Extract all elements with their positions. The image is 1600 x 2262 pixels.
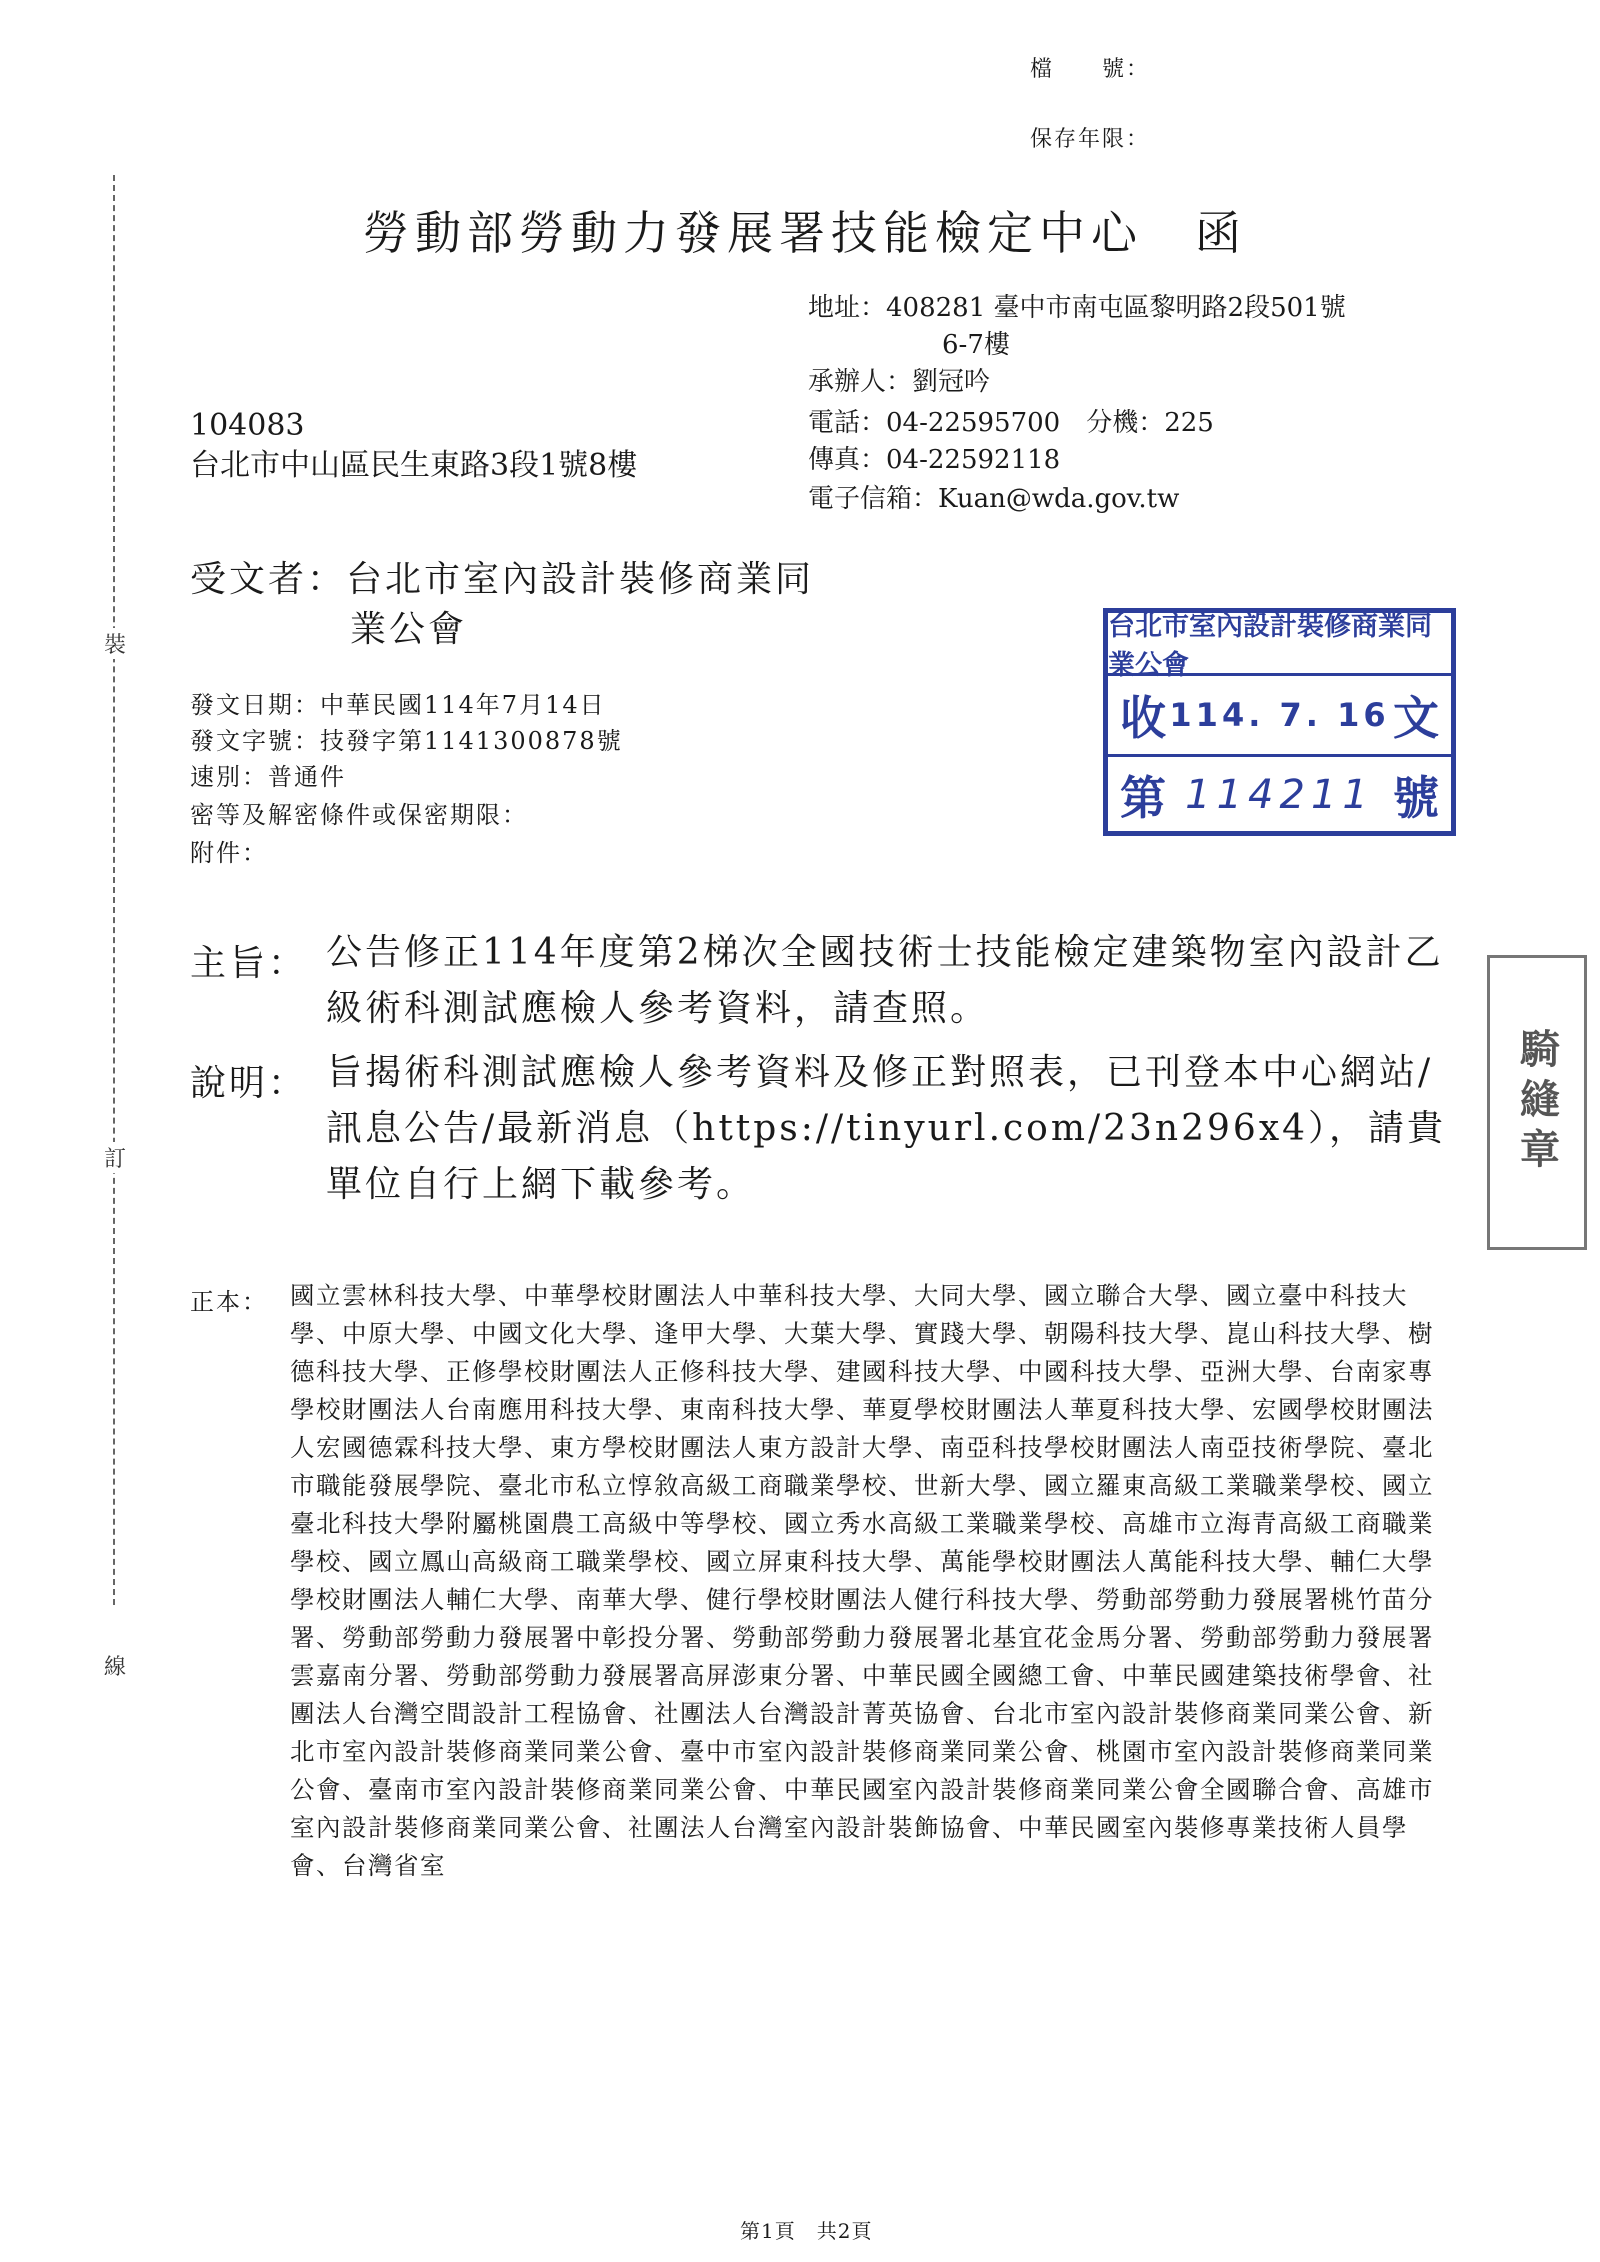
recipient-postcode: 104083: [190, 408, 305, 443]
recipient-name-2: 業公會: [350, 609, 468, 650]
recipient-street: 台北市中山區民生東路3段1號8樓: [190, 448, 638, 483]
sender-address: [808, 290, 1346, 327]
attachment: 附件：: [190, 839, 268, 867]
officer: 承辦人：劉冠吟: [808, 367, 991, 397]
explanation-text: 旨揭術科測試應檢人參考資料及修正對照表，已刊登本中心網站/訊息公告/最新消息（https://tinyurl.com/23n296x4），請貴單位自行上網下載參考。: [326, 1052, 1447, 1205]
explanation-label: 說明：: [190, 1063, 308, 1104]
phone: 電話：04-22595700 分機：225: [808, 408, 1214, 438]
seal-text: 騎縫章: [1513, 1027, 1560, 1178]
binding-line: [113, 175, 115, 1605]
document-number: 發文字號：技發字第1141300878號: [190, 727, 623, 755]
email[interactable]: 電子信箱：Kuan@wda.gov.tw: [808, 484, 1180, 514]
binding-char-zhuang: 裝: [102, 628, 128, 659]
recipient-label: 受文者：: [190, 559, 347, 600]
stamp-header: 台北市室內設計裝修商業同業公會: [1108, 613, 1451, 676]
copies-text: 國立雲林科技大學、中華學校財團法人中華科技大學、大同大學、國立聯合大學、國立臺中科技大學、中原大學、中國文化大學、逢甲大學、大葉大學、實踐大學、朝陽科技大學、崑山科技大學、樹德科技大學、正修學校財團法人正修科技大學、建國科技大學、中國科技大學、亞洲大學、台南家專學校財團法人台南應用科技大學、東南科技大學、華夏學校財團法人華夏科技大學、宏國學校財團法人宏國德霖科技大學、東方學校財團法人東方設計大學、南亞科技學校財團法人南亞技術學院、臺北市職能發展學院、臺北市私立惇敘高級工商職業學校、世新大學、國立羅東高級工業職業學校、國立臺北科技大學附屬桃園農工高級中等學校、國立秀水高級工業職業學校、高雄市立海青高級工商職業學校、國立鳳山高級商工職業學校、國立屏東科技大學、萬能學校財團法人萬能科技大學、輔仁大學學校財團法人輔仁大學、南華大學、健行學校財團法人健行科技大學、勞動部勞動力發展署桃竹苗分署、勞動部勞動力發展署中彰投分署、勞動部勞動力發展署北基宜花金馬分署、勞動部勞動力發展署雲嘉南分署、勞動部勞動力發展署高屏澎東分署、中華民國全國總工會、中華民國建築技術學會、社團法人台灣空間設計工程協會、社團法人台灣設計菁英協會、台北市室內設計裝修商業同業公會、新北市室內設計裝修商業同業公會、臺中市室內設計裝修商業同業公會、桃園市室內設計裝修商業同業公會、臺南市室內設計裝修商業同業公會、中華民國室內設計裝修商業同業公會全國聯合會、高雄市室內設計裝修商業同業公會、社團法人台灣室內設計裝飾協會、中華民國室內裝修專業技術人員學會、台灣省室: [290, 1281, 1434, 1880]
fax: 傳真：04-22592118: [808, 445, 1061, 475]
recipient: [190, 555, 814, 605]
recipient-name-1: 台北市室內設計裝修商業同: [346, 559, 815, 600]
stamp-doc-char: 文: [1393, 691, 1439, 745]
stamp-receive-char: 收: [1120, 691, 1166, 745]
retention-period-label: 保存年限：: [1030, 127, 1151, 152]
delivery-speed: 速別：普通件: [190, 763, 346, 791]
subject-text: 公告修正114年度第2梯次全國技術士技能檢定建築物室內設計乙級術科測試應檢人參考資料，請查照。: [326, 932, 1444, 1029]
binding-char-ding: 訂: [102, 1142, 128, 1173]
stamp-date-row: [1108, 676, 1451, 754]
copies-label: 正本：: [190, 1288, 268, 1316]
page-title: 勞動部勞動力發展署技能檢定中心 函: [363, 206, 1247, 260]
address-line-2: 6-7樓: [942, 330, 1010, 360]
secrecy-level: 密等及解密條件或保密期限：: [190, 801, 528, 829]
perforation-seal: [1487, 955, 1587, 1250]
file-number-label: 檔 號：: [1030, 57, 1151, 82]
address-label: 地址：: [808, 293, 887, 323]
subject-label: 主旨：: [190, 943, 308, 984]
stamp-seq-char: 第: [1120, 770, 1166, 825]
stamp-number: 114211: [1185, 771, 1374, 818]
stamp-number-row: [1108, 754, 1451, 832]
received-stamp: [1103, 608, 1456, 836]
binding-char-xian: 線: [102, 1650, 128, 1681]
page-number: 第1頁 共2頁: [740, 2219, 873, 2243]
issue-date: 發文日期：中華民國114年7月14日: [190, 691, 606, 719]
stamp-number-char: 號: [1392, 770, 1439, 825]
address-line-1: 408281 臺中市南屯區黎明路2段501號: [886, 293, 1346, 323]
stamp-date: 114. 7. 16: [1169, 696, 1390, 734]
